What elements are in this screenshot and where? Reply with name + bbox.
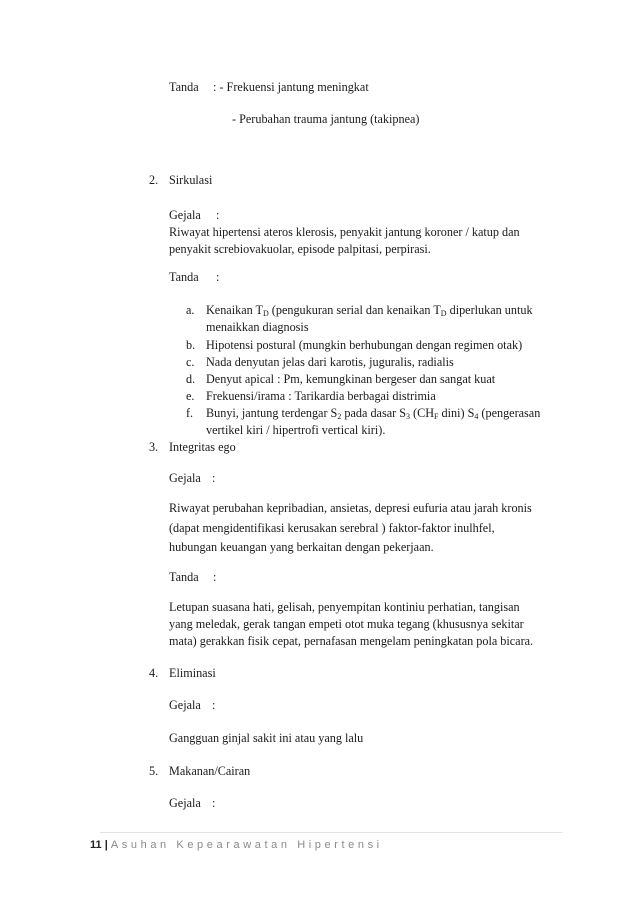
- section-5-title: Makanan/Cairan: [169, 764, 251, 778]
- footer-doc-title: Asuhan Kepearawatan Hipertensi: [110, 839, 383, 851]
- section-3-title: Integritas ego: [169, 440, 236, 454]
- s2-item-c-marker: c.: [186, 355, 195, 369]
- s2-item-e-marker: e.: [186, 389, 195, 403]
- tanda-line-1: : - Frekuensi jantung meningkat: [213, 80, 369, 94]
- tanda-label-top: Tanda: [169, 80, 199, 94]
- s5-gejala-colon: :: [212, 796, 216, 810]
- section-5-number: 5.: [149, 764, 159, 778]
- footer-divider: [100, 832, 563, 833]
- s3-gejala-colon: :: [212, 471, 216, 485]
- s3-gejala-label: Gejala: [169, 471, 201, 485]
- page-number: 11: [90, 839, 102, 851]
- s5-gejala-label: Gejala: [169, 796, 201, 810]
- s3-gejala-line-1: Riwayat perubahan kepribadian, ansietas, depresi eufuria atau jarah kronis: [169, 501, 532, 515]
- s2-item-b-marker: b.: [186, 338, 196, 352]
- s2-item-b-text: Hipotensi postural (mungkin berhubungan dengan regimen otak): [206, 338, 523, 352]
- section-2-title: Sirkulasi: [169, 173, 213, 187]
- s2-gejala-line-2: penyakit screbiovakuolar, episode palpitasi, perpirasi.: [169, 242, 431, 256]
- s2-item-e-text: Frekuensi/irama : Tarikardia berbagai distrimia: [206, 389, 436, 403]
- s2-gejala-colon: :: [216, 208, 220, 222]
- s2-tanda-colon: :: [216, 270, 220, 284]
- s2-item-f-line-2: vertikel kiri / hipertrofi vertical kiri).: [206, 423, 386, 437]
- s4-gejala-line-1: Gangguan ginjal sakit ini atau yang lalu: [169, 731, 364, 745]
- s2-item-d-marker: d.: [186, 372, 196, 386]
- footer-separator: |: [104, 839, 108, 851]
- s2-tanda-label: Tanda: [169, 270, 199, 284]
- s3-tanda-line-3: mata) gerakkan fisik cepat, pernafasan mengelam peningkatan pola bicara.: [169, 634, 534, 648]
- s4-gejala-label: Gejala: [169, 698, 201, 712]
- s2-item-d-text: Denyut apical : Pm, kemungkinan bergeser dan sangat kuat: [206, 372, 496, 386]
- s3-gejala-line-2: (dapat mengidentifikasi kerusakan serebral ) faktor-faktor inulhfel,: [169, 521, 495, 535]
- s2-item-c-text: Nada denyutan jelas dari karotis, juguralis, radialis: [206, 355, 454, 369]
- section-3-number: 3.: [149, 440, 159, 454]
- s2-item-a-marker: a.: [186, 303, 195, 317]
- section-4-number: 4.: [149, 666, 159, 680]
- s4-gejala-colon: :: [212, 698, 216, 712]
- section-2-number: 2.: [149, 173, 159, 187]
- s2-item-a-line-1: Kenaikan $T_D$ (pengukuran serial dan kenaikan $T_D$ diperlukan untuk: [206, 303, 533, 318]
- s3-tanda-line-2: yang meledak, gerak tangan empeti otot muka tegang (khususnya sekitar: [169, 617, 524, 631]
- s2-item-f-marker: f.: [186, 406, 194, 420]
- s3-tanda-line-1: Letupan suasana hati, gelisah, penyempitan kontiniu perhatian, tangisan: [169, 600, 520, 614]
- s3-tanda-label: Tanda: [169, 570, 199, 584]
- s2-gejala-label: Gejala: [169, 208, 201, 222]
- s3-tanda-colon: :: [213, 570, 217, 584]
- page-footer: [90, 839, 383, 851]
- s2-item-f-line-1: Bunyi, jantung terdengar $S_2$ pada dasar $S_3$ ($CH_F$ dini) $S_4$ (pengerasan: [206, 406, 541, 421]
- section-4-title: Eliminasi: [169, 666, 216, 680]
- s2-item-a-line-2: menaikkan diagnosis: [206, 320, 309, 334]
- tanda-line-2: - Perubahan trauma jantung (takipnea): [232, 112, 420, 126]
- s2-gejala-line-1: Riwayat hipertensi ateros klerosis, penyakit jantung koroner / katup dan: [169, 225, 520, 239]
- s3-gejala-line-3: hubungan keuangan yang berkaitan dengan pekerjaan.: [169, 540, 434, 554]
